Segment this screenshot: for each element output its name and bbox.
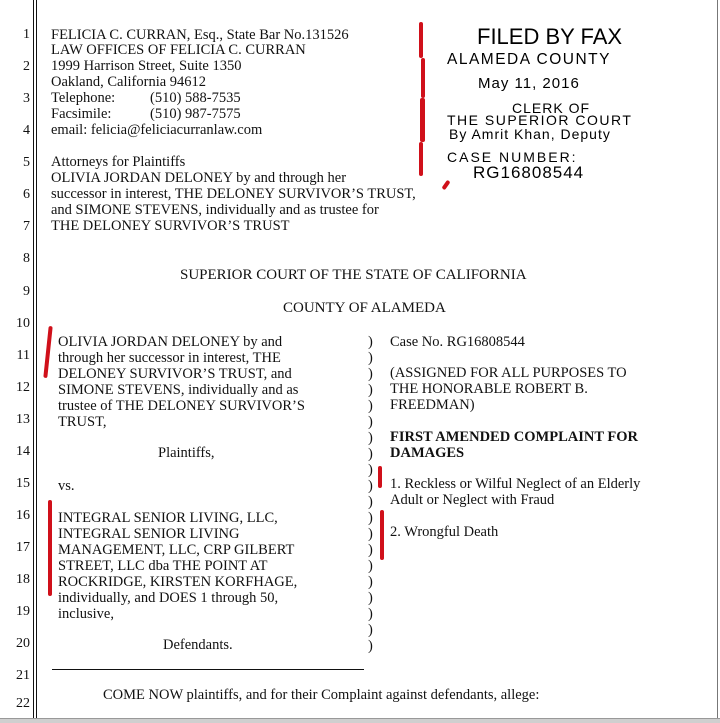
line-number: 11 (16, 348, 30, 363)
red-margin-mark (48, 500, 52, 596)
attorney-email: email: felicia@feliciacurranlaw.com (51, 122, 263, 138)
plaintiff-line: through her successor in interest, THE (58, 350, 281, 366)
defendant-line: INTEGRAL SENIOR LIVING, LLC, (58, 510, 278, 526)
defendant-line: INTEGRAL SENIOR LIVING (58, 526, 240, 542)
telephone-number: (510) 588-7535 (150, 90, 241, 106)
line-number: 19 (16, 604, 30, 619)
complaint-title: DAMAGES (390, 445, 465, 461)
line-number: 2 (23, 59, 30, 74)
line-number: 13 (16, 412, 30, 427)
caption-paren: ) (368, 510, 373, 526)
stamp-county: ALAMEDA COUNTY (447, 51, 611, 68)
caption-paren: ) (368, 574, 373, 590)
line-number: 1 (23, 27, 30, 42)
caption-paren: ) (368, 462, 373, 478)
clients-line: successor in interest, THE DELONEY SURVIVOR’S TRUST, (51, 186, 416, 202)
caption-rule (52, 669, 364, 670)
stamp-case-number: RG16808544 (473, 163, 585, 182)
page-bottom-edge (0, 718, 720, 723)
stamp-court: THE SUPERIOR COURT (447, 112, 633, 128)
line-number: 21 (16, 668, 30, 683)
caption-paren: ) (368, 478, 373, 494)
clients-line: THE DELONEY SURVIVOR’S TRUST (51, 218, 290, 234)
caption-paren: ) (368, 558, 373, 574)
court-county: COUNTY OF ALAMEDA (283, 300, 446, 316)
caption-paren: ) (368, 622, 373, 638)
line-number: 18 (16, 572, 30, 587)
fax-number: (510) 987-7575 (150, 106, 241, 122)
line-number: 9 (23, 284, 30, 299)
caption-paren: ) (368, 366, 373, 382)
caption-paren: ) (368, 526, 373, 542)
cause-of-action-1: 1. Reckless or Wilful Neglect of an Elderly (390, 476, 641, 492)
caption-paren: ) (368, 590, 373, 606)
line-number: 10 (16, 316, 30, 331)
caption-paren: ) (368, 350, 373, 366)
caption-paren: ) (368, 606, 373, 622)
caption-paren: ) (368, 398, 373, 414)
margin-rule-left-outer (33, 0, 34, 719)
attorney-name: FELICIA C. CURRAN, Esq., State Bar No.131526 (51, 27, 349, 43)
line-number: 16 (16, 508, 30, 523)
stamp-case-label: CASE NUMBER: (447, 149, 578, 165)
margin-rule-left-inner (36, 0, 37, 719)
line-number: 5 (23, 155, 30, 170)
case-number: Case No. RG16808544 (390, 334, 525, 350)
defendant-line: inclusive, (58, 606, 114, 622)
caption-paren: ) (368, 334, 373, 350)
plaintiff-line: trustee of THE DELONEY SURVIVOR’S (58, 398, 305, 414)
defendant-line: ROCKRIDGE, KIRSTEN KORFHAGE, (58, 574, 298, 590)
line-number: 4 (23, 123, 30, 138)
line-number: 3 (23, 91, 30, 106)
line-number: 22 (16, 696, 30, 711)
complaint-intro: COME NOW plaintiffs, and for their Complaint against defendants, allege: (103, 687, 540, 703)
red-margin-mark (419, 142, 423, 176)
caption-paren: ) (368, 638, 373, 654)
caption-paren: ) (368, 542, 373, 558)
caption-paren: ) (368, 494, 373, 510)
line-number: 20 (16, 636, 30, 651)
complaint-title: FIRST AMENDED COMPLAINT FOR (390, 429, 639, 445)
cause-of-action-1-cont: Adult or Neglect with Fraud (390, 492, 555, 508)
attorney-street: 1999 Harrison Street, Suite 1350 (51, 58, 242, 74)
telephone-label: Telephone: (51, 90, 116, 106)
versus: vs. (58, 478, 75, 494)
line-number: 8 (23, 251, 30, 266)
stamp-date: May 11, 2016 (478, 75, 580, 92)
red-margin-mark (43, 326, 52, 378)
clients-line: OLIVIA JORDAN DELONEY by and through her (51, 170, 347, 186)
red-margin-mark (419, 22, 423, 58)
red-margin-mark (421, 58, 425, 98)
caption-paren: ) (368, 430, 373, 446)
defendant-line: STREET, LLC dba THE POINT AT (58, 558, 268, 574)
line-number: 12 (16, 380, 30, 395)
caption-paren: ) (368, 414, 373, 430)
red-margin-mark (420, 98, 425, 142)
defendant-line: MANAGEMENT, LLC, CRP GILBERT (58, 542, 295, 558)
line-number: 14 (16, 444, 30, 459)
line-number: 6 (23, 187, 30, 202)
stamp-filed-by-fax: FILED BY FAX (477, 24, 623, 49)
assignment-line: FREEDMAN) (390, 397, 475, 413)
plaintiffs-label: Plaintiffs, (158, 445, 215, 461)
attorneys-for: Attorneys for Plaintiffs (51, 154, 186, 170)
margin-rule-right (717, 0, 718, 719)
line-number: 7 (23, 219, 30, 234)
assignment-line: THE HONORABLE ROBERT B. (390, 381, 588, 397)
plaintiff-line: TRUST, (58, 414, 107, 430)
attorney-firm: LAW OFFICES OF FELICIA C. CURRAN (51, 42, 306, 58)
assignment-line: (ASSIGNED FOR ALL PURPOSES TO (390, 365, 627, 381)
red-margin-mark (380, 510, 384, 560)
plaintiff-line: OLIVIA JORDAN DELONEY by and (58, 334, 283, 350)
red-margin-mark (441, 180, 450, 190)
clients-line: and SIMONE STEVENS, individually and as trustee for (51, 202, 379, 218)
line-number: 15 (16, 476, 30, 491)
fax-label: Facsimile: (51, 106, 112, 122)
plaintiff-line: SIMONE STEVENS, individually and as (58, 382, 299, 398)
court-name: SUPERIOR COURT OF THE STATE OF CALIFORNIA (180, 267, 527, 283)
defendant-line: individually, and DOES 1 through 50, (58, 590, 279, 606)
attorney-city: Oakland, California 94612 (51, 74, 207, 90)
caption-paren: ) (368, 446, 373, 462)
stamp-clerk: CLERK OF (512, 100, 591, 116)
plaintiff-line: DELONEY SURVIVOR’S TRUST, and (58, 366, 292, 382)
red-margin-mark (378, 466, 382, 488)
caption-paren: ) (368, 382, 373, 398)
stamp-deputy: By Amrit Khan, Deputy (449, 126, 611, 142)
line-number: 17 (16, 540, 30, 555)
defendants-label: Defendants. (163, 637, 233, 653)
cause-of-action-2: 2. Wrongful Death (390, 524, 499, 540)
